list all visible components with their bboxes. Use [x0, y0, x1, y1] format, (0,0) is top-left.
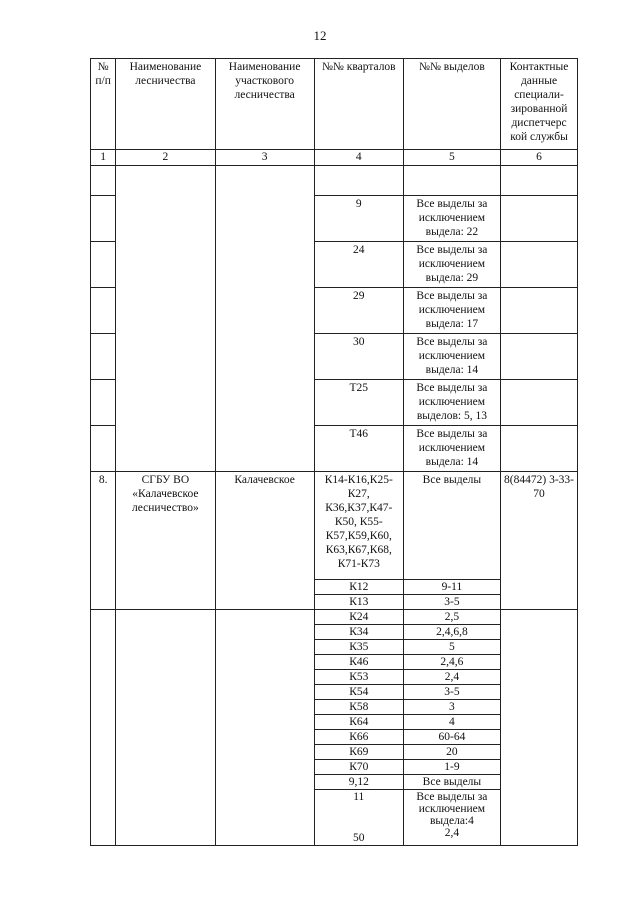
column-number: 2	[116, 150, 215, 166]
column-number: 1	[91, 150, 116, 166]
quarter-cell: К14-К16,К25-К27, К36,К37,К47-К50, К55-К57,К59,К60, К63,К67,К68, К71-К73	[314, 472, 403, 580]
table-row	[91, 472, 578, 580]
sections-value-top: Все выделы за исключением выдела:4	[416, 791, 488, 827]
quarter-cell: К24	[314, 610, 403, 625]
sections-cell: 20	[403, 745, 500, 760]
district-cell	[215, 166, 314, 472]
sections-cell: 2,4	[403, 670, 500, 685]
page-number: 12	[313, 28, 327, 43]
header-contacts: Контактные данные специали-зированной диспетчерс кой службы	[501, 59, 578, 150]
quarter-value-bottom: 50	[353, 832, 365, 844]
forestry-cell	[116, 166, 215, 472]
quarter-cell: К54	[314, 685, 403, 700]
sections-value-bottom: 2,4	[444, 827, 460, 839]
column-number: 3	[215, 150, 314, 166]
quarter-cell: К64	[314, 715, 403, 730]
sections-cell: 9-11	[403, 580, 500, 595]
sections-cell: 2,5	[403, 610, 500, 625]
sections-cell: Все выделы	[403, 775, 500, 790]
forestry-name: СГБУ ВО «Калачевское лесничество»	[116, 472, 215, 610]
table-row	[91, 610, 578, 625]
quarter-cell: 24	[314, 242, 403, 288]
column-numbers-row	[91, 150, 578, 166]
sections-cell: 2,4,6	[403, 655, 500, 670]
sections-cell: 3-5	[403, 685, 500, 700]
sections-cell	[403, 790, 500, 846]
quarter-cell: К66	[314, 730, 403, 745]
sections-cell: Все выделы за исключением выделов: 5, 13	[403, 380, 500, 426]
quarter-cell: К70	[314, 760, 403, 775]
quarter-cell: Т46	[314, 426, 403, 472]
sections-cell: 60-64	[403, 730, 500, 745]
quarter-cell: 29	[314, 288, 403, 334]
column-number: 4	[314, 150, 403, 166]
quarter-cell: К58	[314, 700, 403, 715]
sections-cell: Все выделы за исключением выдела: 17	[403, 288, 500, 334]
quarter-cell: К46	[314, 655, 403, 670]
sections-cell: Все выделы за исключением выдела: 14	[403, 334, 500, 380]
quarter-cell: К69	[314, 745, 403, 760]
sections-cell: 4	[403, 715, 500, 730]
quarter-cell: К53	[314, 670, 403, 685]
quarter-cell: К34	[314, 625, 403, 640]
sections-cell: 5	[403, 640, 500, 655]
table-row	[91, 166, 578, 196]
district-name: Калачевское	[215, 472, 314, 610]
header-quarters: №№ кварталов	[314, 59, 403, 150]
entry-number: 8.	[91, 472, 116, 610]
quarter-cell	[314, 166, 403, 196]
table-header-row	[91, 59, 578, 150]
header-sections: №№ выделов	[403, 59, 500, 150]
contact-cell: 8(84472) 3-33-70	[501, 472, 578, 610]
sections-cell	[403, 166, 500, 196]
quarter-value-top: 11	[353, 791, 365, 803]
quarter-cell: К35	[314, 640, 403, 655]
sections-cell: 3	[403, 700, 500, 715]
quarter-cell: К13	[314, 595, 403, 610]
quarter-cell: 9	[314, 196, 403, 242]
quarter-cell: Т25	[314, 380, 403, 426]
forestry-table	[90, 58, 578, 846]
sections-cell: Все выделы за исключением выдела: 29	[403, 242, 500, 288]
sections-cell: Все выделы	[403, 472, 500, 580]
quarter-cell	[314, 790, 403, 846]
header-forestry: Наименование лесничества	[116, 59, 215, 150]
column-number: 6	[501, 150, 578, 166]
column-number: 5	[403, 150, 500, 166]
quarter-cell: 9,12	[314, 775, 403, 790]
quarter-cell: 30	[314, 334, 403, 380]
sections-cell: 3-5	[403, 595, 500, 610]
sections-cell: 2,4,6,8	[403, 625, 500, 640]
header-number: № п/п	[91, 59, 116, 150]
header-district: Наименование участкового лесничества	[215, 59, 314, 150]
sections-cell: 1-9	[403, 760, 500, 775]
sections-cell: Все выделы за исключением выдела: 22	[403, 196, 500, 242]
sections-cell: Все выделы за исключением выдела: 14	[403, 426, 500, 472]
quarter-cell: К12	[314, 580, 403, 595]
